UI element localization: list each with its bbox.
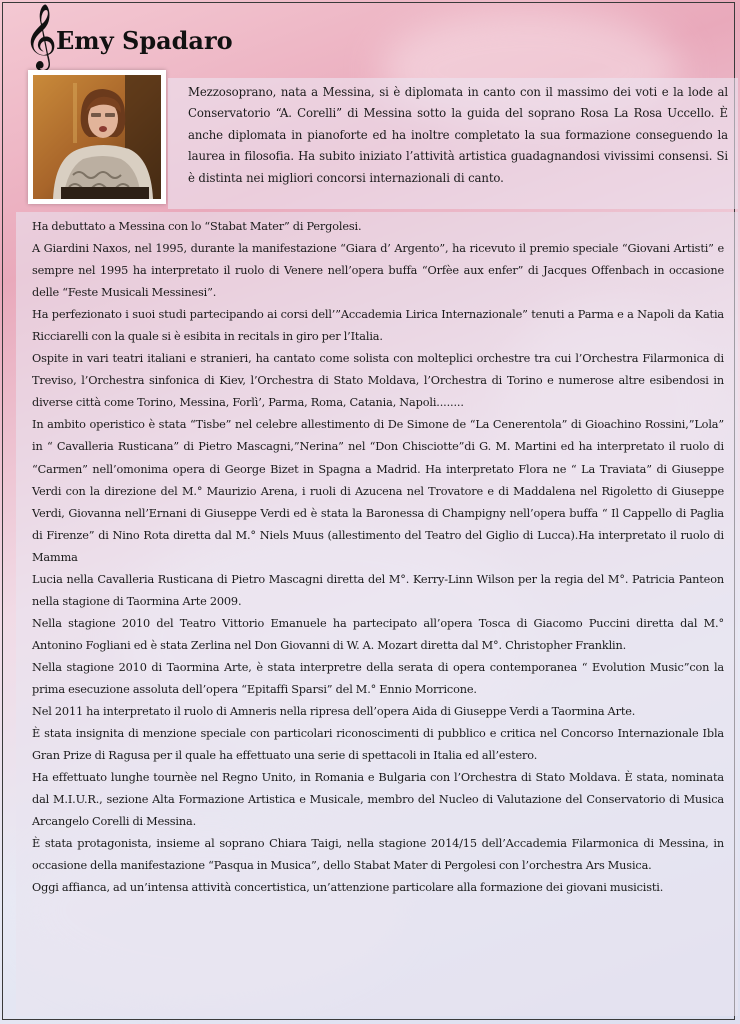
bio-paragraph: È stata protagonista, insieme al soprano Chiara Taigi, nella stagione 2014/15 dell’Accademia Filarmonica di Messina, in occasione della manifestazione “Pasqua in Musica”, dello Stabat Mater di Pergolesi con l’orchestra Ars Musica. [32, 837, 724, 873]
treble-clef-icon: 𝄞 [24, 4, 58, 69]
intro-paragraph: Mezzosoprano, nata a Messina, si è diplomata in canto con il massimo dei voti e la lode al Conservatorio “A. Corelli” di Messina sotto la guida del soprano Rosa La Rosa Uccello. È anche diplomata in pianoforte ed ha inoltre completato la sua formazione conseguendo la laurea in filosofia. Ha subito iniziato l’attività artistica guadagnandosi vivissimi consensi. Si è distinta nei migliori concorsi internazionali di canto. [188, 85, 728, 185]
bio-paragraph: Ospite in vari teatri italiani e stranieri, ha cantato come solista con molteplici orchestre tra cui l’Orchestra Filarmonica di Treviso, l’Orchestra sinfonica di Kiev, l’Orchestra di Stato Moldava, l’Orchestra di Torino e numerose altre esibendosi in diverse città come Torino, Messina, Forlì’, Parma, Roma, Catania, Napoli........ [32, 352, 724, 410]
bio-paragraph: Lucia nella Cavalleria Rusticana di Pietro Mascagni diretta del M°. Kerry-Linn Wilson per la regia del M°. Patricia Panteon nella stagione di Taormina Arte 2009. [32, 572, 724, 608]
bio-paragraph: In ambito operistico è stata “Tisbe” nel celebre allestimento di De Simone de “La Cenerentola” di Gioachino Rossini,”Lola” in “ Cavalleria Rusticana” di Pietro Mascagni,”Nerina” nel “Don Chisciotte”di G. M. Martini ed ha interpretato il ruolo di “Carmen” nell’omonima opera di George Bizet in Spagna a Madrid. Ha interpretato Flora ne “ La Traviata” di Giuseppe Verdi con la direzione del M.° Maurizio Arena, i ruoli di Azucena nel Trovatore e di Maddalena nel Rigoletto di Giuseppe Verdi, Giovanna nell’Ernani di Giuseppe Verdi ed è stata la Baronessa di Champigny nell’opera buffa “ Il Cappello di Paglia di Firenze” di Nino Rota diretta dal M.° Niels Muus (allestimento del Teatro del Giglio di Lucca).Ha interpretato il ruolo di Mamma [32, 418, 724, 564]
bio-paragraph: Ha debuttato a Messina con lo “Stabat Mater” di Pergolesi. [32, 220, 362, 233]
bio-paragraph: Ha effettuato lunghe tournèe nel Regno Unito, in Romania e Bulgaria con l’Orchestra di Stato Moldava. È stata, nominata dal M.I.U.R., sezione Alta Formazione Artistica e Musicale, membro del Nucleo di Valutazione del Conservatorio di Musica Arcangelo Corelli di Messina. [32, 771, 724, 829]
bio-paragraph: Ha perfezionato i suoi studi partecipando ai corsi dell’”Accademia Lirica Internazionale” tenuti a Parma e a Napoli da Katia Ricciarelli con la quale si è esibita in recitals in giro per l’Italia. [32, 308, 724, 344]
biography-text [32, 216, 724, 899]
bio-paragraph: Nel 2011 ha interpretato il ruolo di Amneris nella ripresa dell’opera Aida di Giuseppe Verdi a Taormina Arte. [32, 705, 636, 719]
bio-paragraph: Nella stagione 2010 del Teatro Vittorio Emanuele ha partecipato all’opera Tosca di Giacomo Puccini diretta dal M.° Antonino Fogliani ed è stata Zerlina nel Don Giovanni di W. A. Mozart diretta dal M°. Christopher Franklin. [32, 616, 724, 652]
page-title: Emy Spadaro [56, 25, 233, 55]
bio-paragraph: È stata insignita di menzione speciale con particolari riconoscimenti di pubblico e critica nel Concorso Internazionale Ibla Gran Prize di Ragusa per il quale ha effettuato una serie di spettacoli in Italia ed all’estero. [32, 727, 724, 763]
portrait-frame [28, 70, 166, 204]
bio-paragraph: Oggi affianca, ad un’intensa attività concertistica, un’attenzione particolare alla formazione dei giovani musicisti. [32, 881, 664, 895]
bio-paragraph: Nella stagione 2010 di Taormina Arte, è stata interpretre della serata di opera contemporanea “ Evolution Music”con la prima esecuzione assoluta dell’opera “Epitaffi Sparsi” del M.° Ennio Morricone. [32, 660, 724, 696]
singer-portrait-icon [33, 75, 161, 199]
bio-paragraph: A Giardini Naxos, nel 1995, durante la manifestazione “Giara d’ Argento”, ha ricevuto il premio speciale “Giovani Artisti” e sempre nel 1995 ha interpretato il ruolo di Venere nell’opera buffa “Orfèe aux enfer” di Jacques Offenbach in occasione delle “Feste Musicali Messinesi”. [32, 242, 724, 300]
page-header [24, 6, 233, 68]
